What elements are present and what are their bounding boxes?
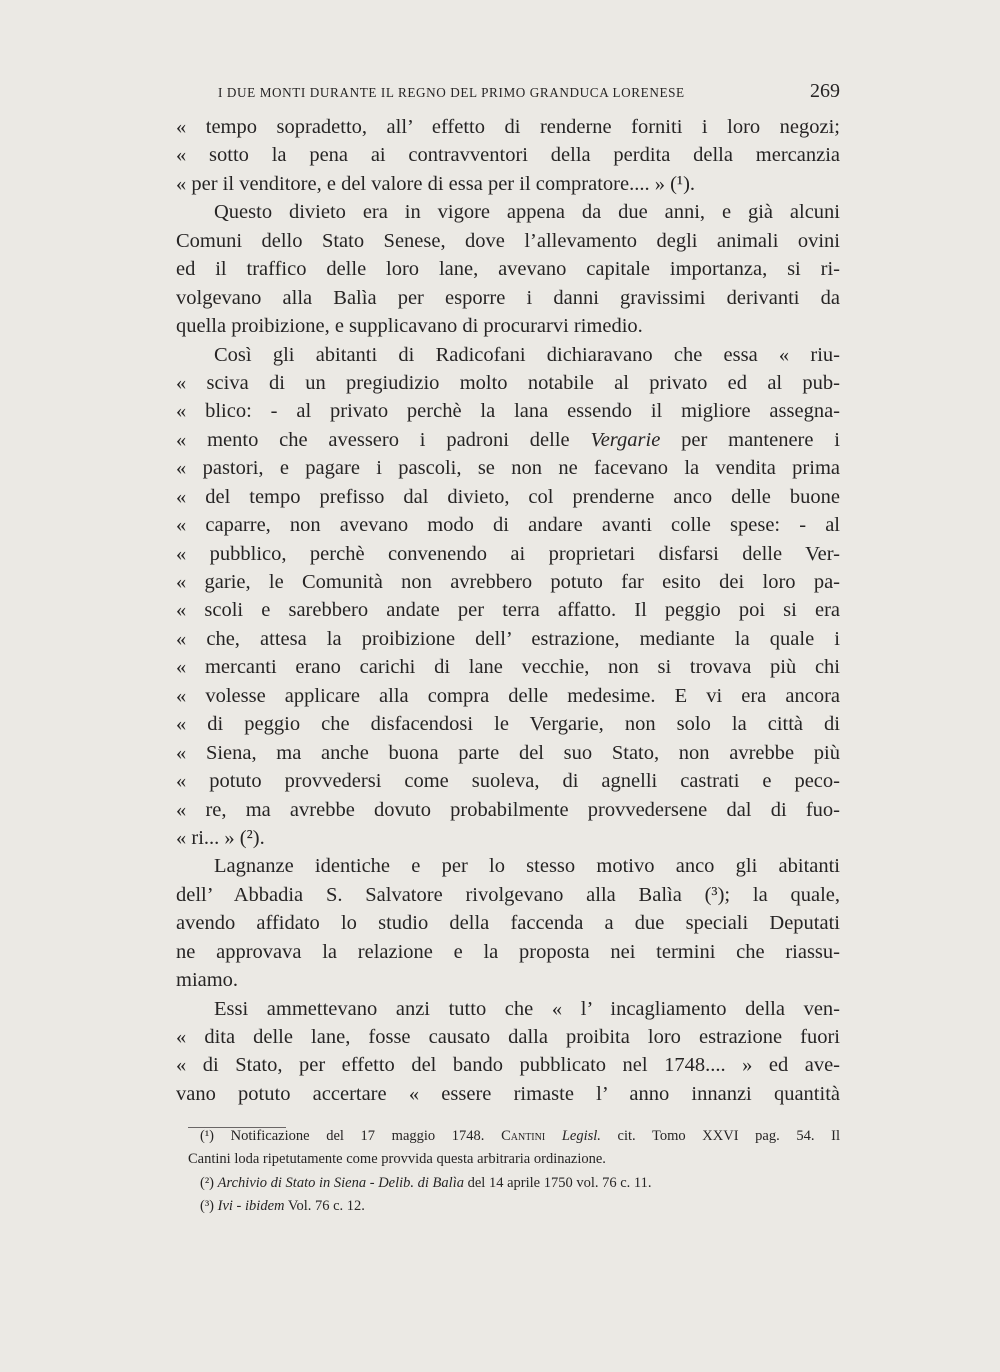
text-line: « mercanti erano carichi di lane vecchie, non si trovava più chi bbox=[176, 656, 840, 679]
text-line: « pubblico, perchè convenendo ai proprietari disfarsi delle Ver- bbox=[176, 542, 840, 565]
text-line: « ri... » (²). bbox=[176, 826, 265, 849]
text-line: « re, ma avrebbe dovuto probabilmente provvedersene dal di fuo- bbox=[176, 798, 840, 821]
text-line: « del tempo prefisso dal divieto, col prenderne anco delle buone bbox=[176, 485, 840, 508]
footnote-text: (¹) Notificazione del 17 maggio 1748. bbox=[200, 1128, 485, 1144]
text-line: « sciva di un pregiudizio molto notabile al privato ed al pub- bbox=[176, 371, 840, 394]
footnote-marker: (²) bbox=[200, 1174, 215, 1191]
footnote-marker: (³) bbox=[200, 1198, 215, 1215]
footnotes bbox=[188, 1125, 840, 1219]
page-number: 269 bbox=[810, 80, 840, 102]
italic-term: Archivio di Stato in Siena - Delib. di Balìa bbox=[217, 1174, 464, 1191]
footnote-text: del 14 aprile 1750 vol. 76 c. 11. bbox=[467, 1174, 652, 1191]
text-line: Essi ammettevano anzi tutto che « l’ incagliamento della ven- bbox=[214, 997, 840, 1020]
author-name: Cantini bbox=[501, 1128, 546, 1144]
text-line: « volesse applicare alla compra delle medesime. E vi era ancora bbox=[176, 684, 840, 707]
main-text bbox=[176, 113, 840, 1108]
text-line: dell’ Abbadia S. Salvatore rivolgevano alla Balìa (³); la quale, bbox=[176, 883, 840, 906]
text-line: vano potuto accertare « essere rimaste l’ anno innanzi quantità bbox=[176, 1082, 840, 1105]
text-line: « pastori, e pagare i pascoli, se non ne facevano la vendita prima bbox=[176, 457, 840, 480]
text-line: miamo. bbox=[176, 969, 239, 992]
text-line: « potuto provvedersi come suoleva, di agnelli castrati e peco- bbox=[176, 770, 840, 793]
text-line: « Siena, ma anche buona parte del suo Stato, non avrebbe più bbox=[176, 741, 840, 764]
footnote-text: Vol. 76 c. 12. bbox=[287, 1198, 365, 1215]
page-header bbox=[218, 80, 840, 104]
text-line: « di peggio che disfacendosi le Vergarie, non solo la città di bbox=[176, 713, 840, 736]
text-line: avendo affidato lo studio della faccenda a due speciali Deputati bbox=[176, 912, 840, 935]
text-line: « che, attesa la proibizione dell’ estrazione, mediante la quale i bbox=[176, 627, 840, 650]
text-line: « garie, le Comunità non avrebbero potuto far esito dei loro pa- bbox=[176, 571, 840, 593]
text-segment: per mantenere i bbox=[681, 428, 840, 451]
text-line: Questo divieto era in vigore appena da due anni, e già alcuni bbox=[214, 201, 840, 224]
text-segment: « mento che avessero i padroni delle bbox=[176, 428, 570, 451]
italic-term: Legisl. bbox=[561, 1128, 601, 1144]
italic-term: Vergarie bbox=[590, 428, 661, 451]
text-line: Comuni dello Stato Senese, dove l’allevamento degli animali ovini bbox=[176, 229, 840, 252]
text-line: « blico: - al privato perchè la lana essendo il migliore assegna- bbox=[176, 400, 840, 423]
text-line: « per il venditore, e del valore di essa per il compratore.... » (¹). bbox=[176, 172, 696, 195]
text-line: Così gli abitanti di Radicofani dichiaravano che essa « riu- bbox=[214, 343, 840, 366]
footnote-3 bbox=[188, 1195, 840, 1218]
text-line: ed il traffico delle loro lane, avevano capitale importanza, si ri- bbox=[176, 258, 840, 281]
text-line: « sotto la pena ai contravventori della perdita della mercanzia bbox=[176, 144, 840, 167]
footnote-1-continued: Cantini loda ripetutamente come provvida questa arbitraria ordinazione. bbox=[188, 1151, 606, 1168]
text-line: quella proibizione, e supplicavano di procurarvi rimedio. bbox=[176, 315, 643, 338]
text-line: « dita delle lane, fosse causato dalla proibita loro estrazione fuori bbox=[176, 1026, 840, 1048]
text-line: « scoli e sarebbero andate per terra affatto. Il peggio poi si era bbox=[176, 599, 840, 622]
text-line: « caparre, non avevano modo di andare avanti colle spese: - al bbox=[176, 514, 840, 537]
text-line bbox=[176, 426, 840, 454]
text-line: Lagnanze identiche e per lo stesso motivo anco gli abitanti bbox=[214, 855, 840, 878]
footnote-1 bbox=[188, 1125, 840, 1148]
running-title: I DUE MONTI DURANTE IL REGNO DEL PRIMO GRANDUCA LORENESE bbox=[218, 85, 685, 100]
footnote-2 bbox=[188, 1172, 840, 1195]
italic-term: Ivi - ibidem bbox=[217, 1198, 285, 1215]
text-line: volgevano alla Balìa per esporre i danni gravissimi derivanti da bbox=[176, 286, 840, 309]
footnote-text: cit. Tomo XXVI pag. 54. Il bbox=[617, 1128, 840, 1144]
text-line: ne approvava la relazione e la proposta nei termini che riassu- bbox=[176, 940, 840, 963]
text-line: « tempo sopradetto, all’ effetto di renderne forniti i loro negozi; bbox=[176, 116, 840, 138]
text-line: « di Stato, per effetto del bando pubblicato nel 1748.... » ed ave- bbox=[176, 1054, 840, 1077]
